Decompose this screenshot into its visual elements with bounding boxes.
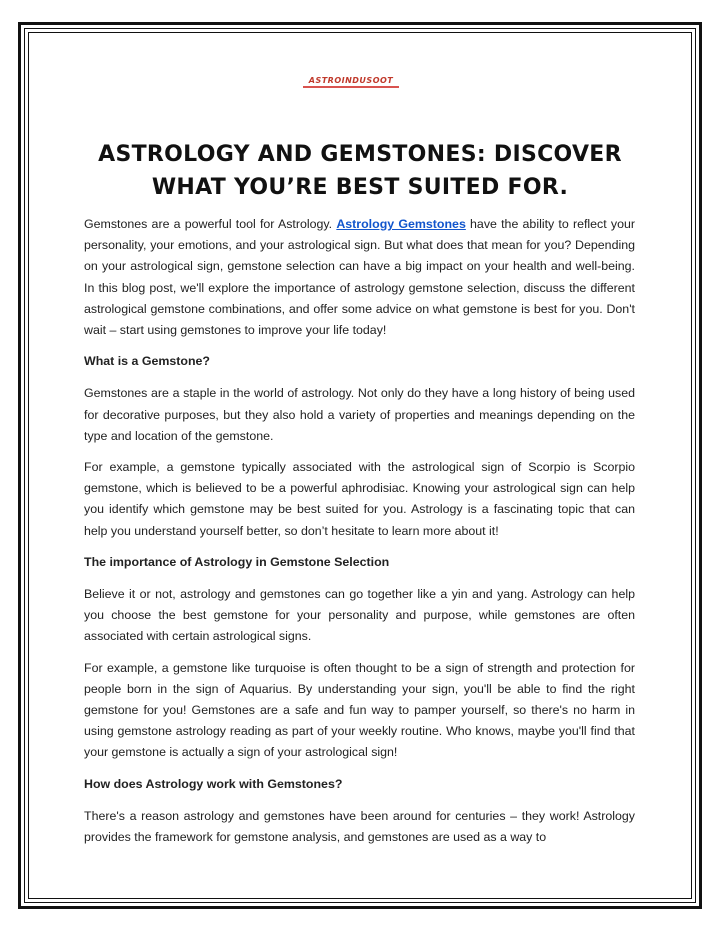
site-logo[interactable]	[300, 76, 402, 92]
page-title: ASTROLOGY AND GEMSTONES: DISCOVER WHAT YOU’RE BEST SUITED FOR.	[98, 142, 622, 200]
section2-paragraph-1: Believe it or not, astrology and gemstones can go together like a yin and yang. Astrology can help you choose the best gemstone for your personality and purpose, while gemstones are often associated with certain astrological signs.	[84, 587, 635, 644]
logo-swoosh	[303, 86, 399, 88]
section1-paragraph-2: For example, a gemstone typically associated with the astrological sign of Scorpio is Scorpio gemstone, which is believed to be a powerful aphrodisiac. Knowing your astrological sign can help you identify which gemstone may be best suited for you. Astrology is a fascinating topic that can help you understand yourself better, so don’t hesitate to learn more about it!	[84, 460, 635, 538]
section-heading-how-works: How does Astrology work with Gemstones?	[84, 776, 343, 791]
astrology-gemstones-link[interactable]: Astrology Gemstones	[336, 217, 466, 231]
section2-paragraph-2: For example, a gemstone like turquoise is often thought to be a sign of strength and protection for people born in the sign of Aquarius. By understanding your sign, you'll be able to find the right gemstone for you! Gemstones are a safe and fun way to pamper yourself, so there's no harm in using gemstone astrology reading as part of your weekly routine. Who knows, maybe you'll find that your gemstone is actually a sign of your astrological sign!	[84, 660, 635, 760]
intro-text-before: Gemstones are a powerful tool for Astrology.	[84, 217, 337, 231]
intro-text-after: have the ability to reflect your personality, your emotions, and your astrological sign. But what does that mean for you? Depending on your astrological sign, gemstone selection can have a big impact on your health and well-being. In this blog post, we'll explore the importance of astrology gemstone selection, discuss the different astrological gemstone combinations, and offer some advice on what gemstone is best for you. Don't wait – start using gemstones to improve your life today!	[84, 217, 635, 338]
section3-paragraph-1: There's a reason astrology and gemstones have been around for centuries – they work! Astrology provides the framework for gemstone analysis, and gemstones are used as a way to	[84, 808, 635, 845]
intro-paragraph	[84, 214, 635, 341]
section1-paragraph-1: Gemstones are a staple in the world of astrology. Not only do they have a long history of being used for decorative purposes, but they also hold a variety of properties and meanings depending on the type and location of the gemstone.	[84, 386, 635, 443]
section-heading-what-is-gemstone: What is a Gemstone?	[84, 354, 210, 369]
logo-text: ASTROINDUSOOT	[308, 76, 394, 85]
article-body	[84, 214, 635, 858]
section-heading-importance: The importance of Astrology in Gemstone Selection	[84, 554, 390, 569]
